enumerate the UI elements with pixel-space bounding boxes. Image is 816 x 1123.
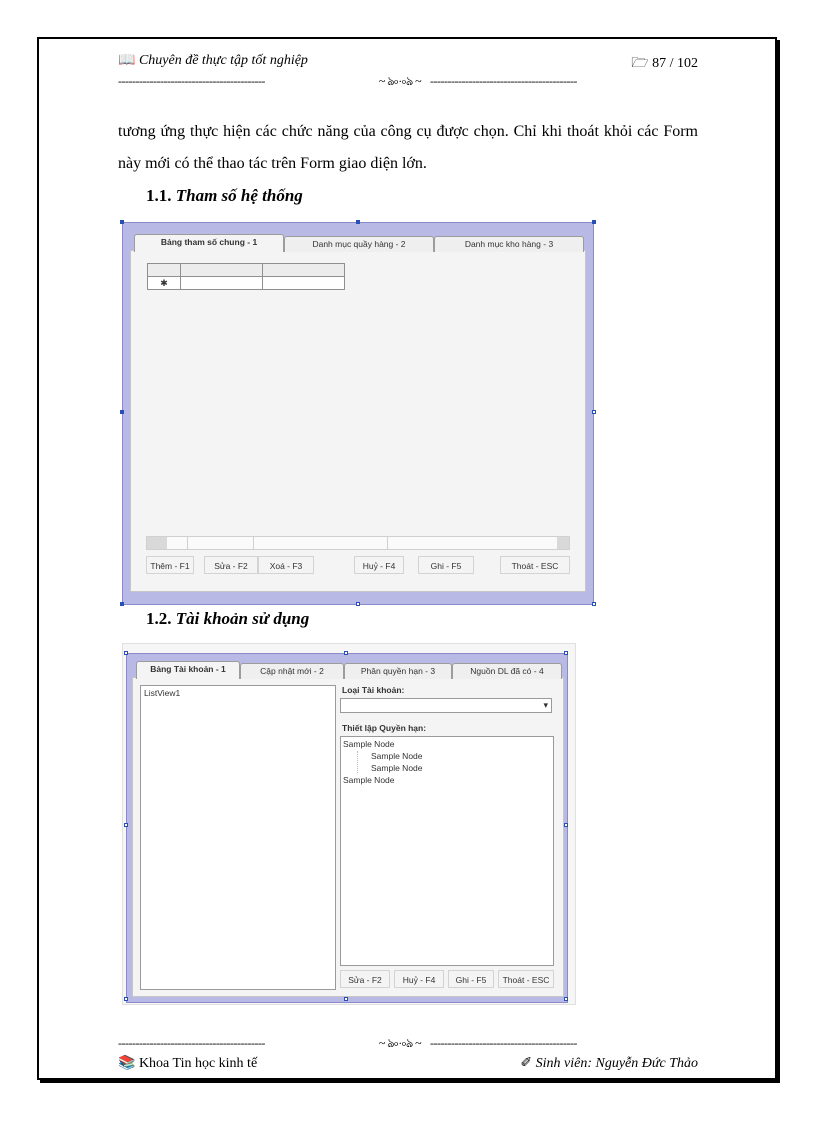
add-button[interactable]: Thêm - F1 [146,556,194,574]
resize-handle [592,220,596,224]
form-parameters [122,222,594,605]
tab-data-sources[interactable]: Nguồn DL đã có - 4 [452,663,562,679]
resize-handle [356,220,360,224]
save-button[interactable]: Ghi - F5 [418,556,474,574]
resize-handle [120,220,124,224]
student-name: Sinh viên: Nguyễn Đức Thảo [535,1056,698,1071]
grid-row-marker: ✱ [147,276,181,290]
books-icon: 📚 [118,1056,136,1071]
rule-dashes: ------------------------------------------ [118,74,265,88]
grid-header-cell [262,263,345,277]
edit-button[interactable]: Sửa - F2 [340,970,390,988]
account-type-combo[interactable] [340,698,552,713]
tree-node[interactable]: Sample Node [343,739,395,749]
tab-update[interactable]: Cập nhật mới - 2 [240,663,344,679]
rule-dashes: ------------------------------------------ [430,1036,577,1050]
resize-handle [564,823,568,827]
resize-handle [592,602,596,606]
permissions-label: Thiết lập Quyền hạn: [342,723,427,733]
resize-handle [564,651,568,655]
permissions-tree[interactable] [340,736,554,966]
scroll-right-button[interactable] [557,537,569,549]
grid-cell[interactable] [180,276,263,290]
header-title: Chuyên đề thực tập tốt nghiệp [138,53,308,68]
tab-general-params[interactable]: Bảng tham số chung - 1 [134,234,284,252]
footer-left [118,1055,257,1072]
rule-dashes: ------------------------------------------ [118,1036,265,1050]
resize-handle [564,997,568,1001]
exit-button[interactable]: Thoát - ESC [498,970,554,988]
resize-handle [592,410,596,414]
resize-handle [120,602,124,606]
section-number: 1.1. [146,186,172,205]
edit-button[interactable]: Sửa - F2 [204,556,258,574]
footer-rule [118,1036,686,1050]
cancel-button[interactable]: Huỷ - F4 [394,970,444,988]
form-accounts [122,643,576,1005]
resize-handle [124,997,128,1001]
resize-handle [344,651,348,655]
tree-node[interactable]: Sample Node [343,775,395,785]
exit-button[interactable]: Thoát - ESC [500,556,570,574]
resize-handle [120,410,124,414]
section-heading-2 [146,609,309,629]
tab-accounts[interactable]: Bảng Tài khoản - 1 [136,661,240,679]
section-title: Tài khoản sử dụng [175,609,310,628]
section-heading-1 [146,186,303,206]
listview-label: ListView1 [144,688,181,698]
cancel-button[interactable]: Huỷ - F4 [354,556,404,574]
faculty-name: Khoa Tin học kinh tế [138,1056,258,1071]
body-paragraph: tương ứng thực hiện các chức năng của công cụ được chọn. Chỉ khi thoát khỏi các Form này mới có thể thao tác trên Form giao diện lớn. [118,123,698,172]
horizontal-scrollbar[interactable] [146,536,570,550]
resize-handle [124,823,128,827]
account-type-label: Loại Tài khoản: [342,685,405,695]
rule-dashes: ------------------------------------------ [430,74,577,88]
rule-ornament: ~ ঌ৹·৹ঌ ~ [378,1036,422,1050]
tree-connector [357,751,370,773]
rule-ornament: ~ ঌ৹·৹ঌ ~ [378,74,422,88]
resize-handle [124,651,128,655]
resize-handle [356,602,360,606]
tree-node[interactable]: Sample Node [371,763,423,773]
delete-button[interactable]: Xoá - F3 [258,556,314,574]
section-number: 1.2. [146,609,172,628]
tree-node[interactable]: Sample Node [371,751,423,761]
footer-right [520,1055,698,1072]
grid-cell[interactable] [262,276,345,290]
folder-icon: 🗁 [631,56,649,71]
tab-counters[interactable]: Danh mục quầy hàng - 2 [284,236,434,252]
resize-handle [344,997,348,1001]
page-footer [118,1055,698,1075]
dropdown-arrow-icon[interactable]: ▾ [543,700,548,710]
save-button[interactable]: Ghi - F5 [448,970,494,988]
grid-header-cell [180,263,263,277]
header-right [631,52,698,76]
section-title: Tham số hệ thống [175,186,303,205]
pen-icon: ✐ [520,1056,533,1071]
account-listview[interactable] [140,685,336,990]
scroll-left-button[interactable] [147,537,167,549]
page-header [118,52,698,72]
book-icon: 📖 [118,53,136,68]
tab-warehouses[interactable]: Danh mục kho hàng - 3 [434,236,584,252]
header-left [118,52,308,69]
grid-header-cell [147,263,181,277]
page-number: 87 / 102 [652,56,698,71]
tab-permissions[interactable]: Phân quyền hạn - 3 [344,663,452,679]
header-rule [118,74,686,88]
